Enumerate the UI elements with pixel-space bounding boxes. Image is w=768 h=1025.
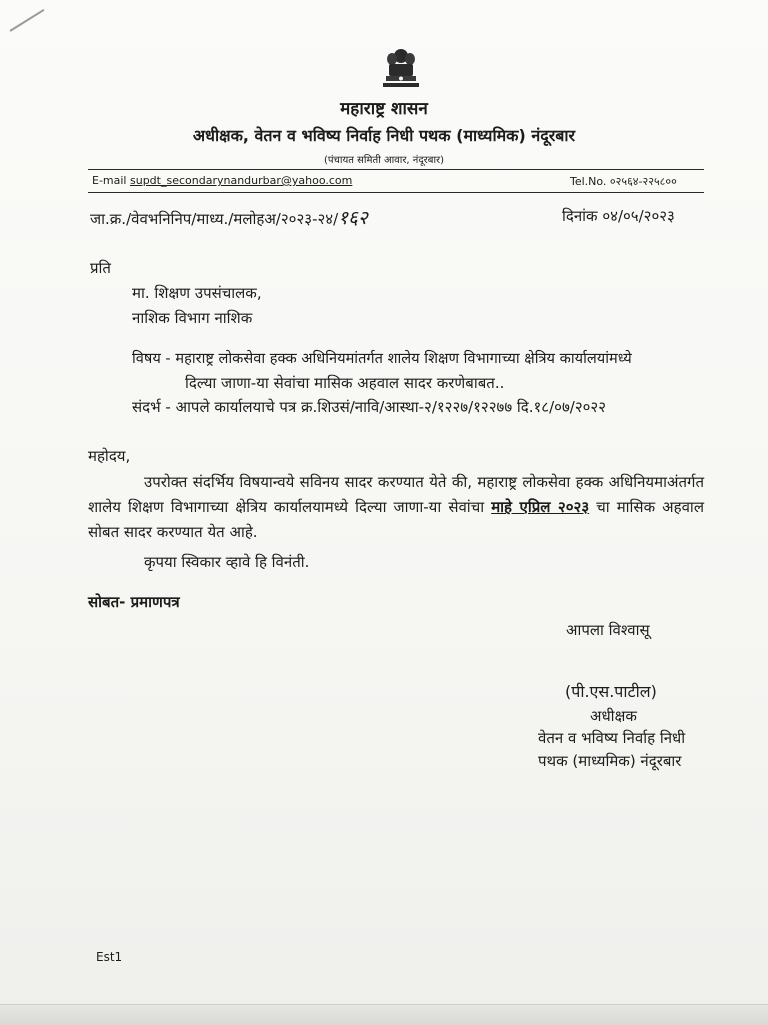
signatory-designation: अधीक्षक [590, 707, 637, 725]
reference-line: संदर्भ - आपले कार्यालयाचे पत्र क्र.शिउसं/नावि/आस्था-२/१२२७/१२२७७ दि.१८/०७/२०२२ [132, 398, 607, 416]
office-title: अधीक्षक, वेतन व भविष्य निर्वाह निधी पथक (माध्यमिक) नंदूरबार [192, 126, 576, 145]
outward-prefix: जा.क्र./वेवभनिनिप/माध्य./मलोहअ/२०२३-२४/ [90, 210, 339, 228]
recipient-line-2: नाशिक विभाग नाशिक [132, 309, 253, 327]
closing: आपला विश्वासू [566, 621, 650, 639]
header-rule-bottom [88, 192, 704, 193]
letter-date: दिनांक ०४/०५/२०२३ [562, 207, 675, 225]
body-paragraph [88, 470, 704, 545]
email-address: supdt_secondarynandurbar@yahoo.com [130, 174, 353, 187]
salutation: महोदय, [88, 447, 131, 465]
footer-code: Est1 [96, 950, 123, 964]
pen-mark [9, 9, 44, 32]
enclosure: सोबत- प्रमाणपत्र [88, 593, 180, 611]
header-rule-top [88, 169, 704, 170]
body-month-highlight: माहे एप्रिल २०२३ [491, 498, 590, 516]
page-bottom-edge [0, 1004, 768, 1025]
signatory-office-1: वेतन व भविष्य निर्वाह निधी [538, 729, 686, 747]
body-text-1: उपरोक्त संदर्भिय विषयान्वये सविनय सादर करण्यात येते की, महाराष्ट्र लोकसेवा हक्क अधिनियमाअंतर्गत शालेय शिक्षण विभागाच्या क्षेत्रिय कार्यालयामध्ये दिल्या जाणा-या सेवांचा [88, 473, 704, 516]
body-text-2: चा मासिक अहवाल सोबत सादर करण्यात येत आहे. [88, 498, 704, 541]
signatory-office-2: पथक (माध्यमिक) नंदूरबार [538, 752, 682, 770]
subject-line-2: दिल्या जाणा-या सेवांचा मासिक अहवाल सादर करणेबाबत.. [185, 374, 505, 392]
state-emblem-icon [378, 46, 424, 90]
email-line [92, 174, 352, 187]
recipient-line-1: मा. शिक्षण उपसंचालक, [132, 284, 262, 302]
outward-number [90, 204, 368, 230]
email-label: E-mail [92, 174, 127, 187]
outward-handwritten: १६२ [338, 207, 368, 229]
signatory-name: (पी.एस.पाटील) [565, 682, 657, 701]
request-line: कृपया स्विकार व्हावे हि विनंती. [144, 553, 310, 571]
office-address: (पंचायत समिती आवार, नंदूरबार) [323, 155, 445, 166]
government-title: महाराष्ट्र शासन [340, 99, 428, 119]
subject-line-1: विषय - महाराष्ट्र लोकसेवा हक्क अधिनियमांतर्गत शालेय शिक्षण विभागाच्या क्षेत्रिय कार्यालयांमध्ये [132, 350, 632, 367]
telephone: Tel.No. ०२५६४-२२५८०० [570, 175, 677, 188]
to-label: प्रति [90, 259, 111, 277]
